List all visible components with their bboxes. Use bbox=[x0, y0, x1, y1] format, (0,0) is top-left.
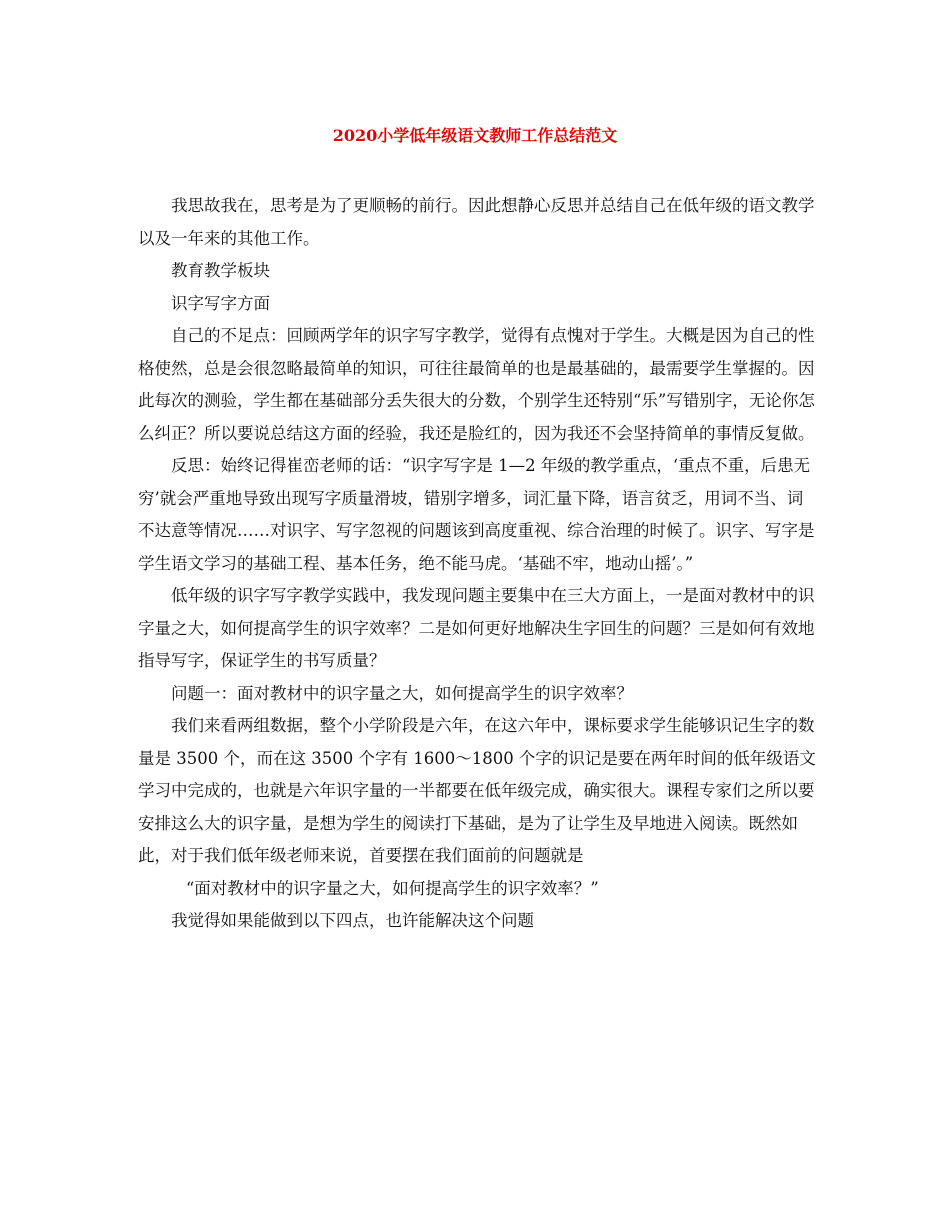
section-heading-literacy: 识字写字方面 bbox=[171, 293, 270, 313]
paragraph-four-points: 我觉得如果能做到以下四点，也许能解决这个问题 bbox=[171, 911, 534, 930]
paragraph-three-problems: 低年级的识字写字教学实践中，我发现问题主要集中在三大方面上，一是面对教材中的识字量之大，如何提高学生的识字效率？二是如何更好地解决生字回生的问题？三是如何有效地指导写字，保证学生的书写质量？ bbox=[138, 586, 815, 670]
paragraph-intro: 我思故我在，思考是为了更顺畅的前行。因此想静心反思并总结自己在低年级的语文教学以及一年来的其他工作。 bbox=[138, 196, 815, 248]
paragraph-data: 我们来看两组数据，整个小学阶段是六年，在这六年中，课标要求学生能够识记生字的数量是 3500 个，而在这 3500 个字有 1600～1800 个字的识记是要在两年时间的低年级语文学习中完成的，也就是六年识字量的一半都要在低年级完成，确实很大。课程专家们之所以要安排这么大的识字量，是想为学生的阅读打下基础，是为了让学生及早地进入阅读。既然如此，对于我们低年级老师来说，首要摆在我们面前的问题就是 bbox=[138, 716, 816, 865]
paragraph-reflection: 反思：始终记得崔峦老师的话：“识字写字是 1—2 年级的教学重点，‘重点不重，后患无穷’就会严重地导致出现写字质量滑坡，错别字增多，词汇量下降，语言贫乏，用词不当、词不达意等情况……对识字、写字忽视的问题该到高度重视、综合治理的时候了。识字、写字是学生语文学习的基础工程、基本任务，绝不能马虎。‘基础不牢，地动山摇’。” bbox=[138, 456, 815, 573]
document-title: 2020小学低年级语文教师工作总结范文 bbox=[332, 126, 618, 145]
paragraph-problem-one: 问题一：面对教材中的识字量之大，如何提高学生的识字效率？ bbox=[171, 683, 633, 703]
document-body bbox=[138, 190, 818, 938]
section-heading-teaching: 教育教学板块 bbox=[171, 261, 270, 280]
paragraph-shortcomings: 自己的不足点：回顾两学年的识字写字教学，觉得有点愧对于学生。大概是因为自己的性格使然，总是会很忽略最简单的知识，可往往最简单的也是最基础的，最需要学生掌握的。因此每次的测验，学生都在基础部分丢失很大的分数，个别学生还特别“乐”写错别字，无论你怎么纠正？所以要说总结这方面的经验，我还是脸红的，因为我还不会坚持简单的事情反复做。 bbox=[138, 326, 815, 443]
paragraph-quote: “面对教材中的识字量之大，如何提高学生的识字效率？” bbox=[185, 878, 599, 898]
